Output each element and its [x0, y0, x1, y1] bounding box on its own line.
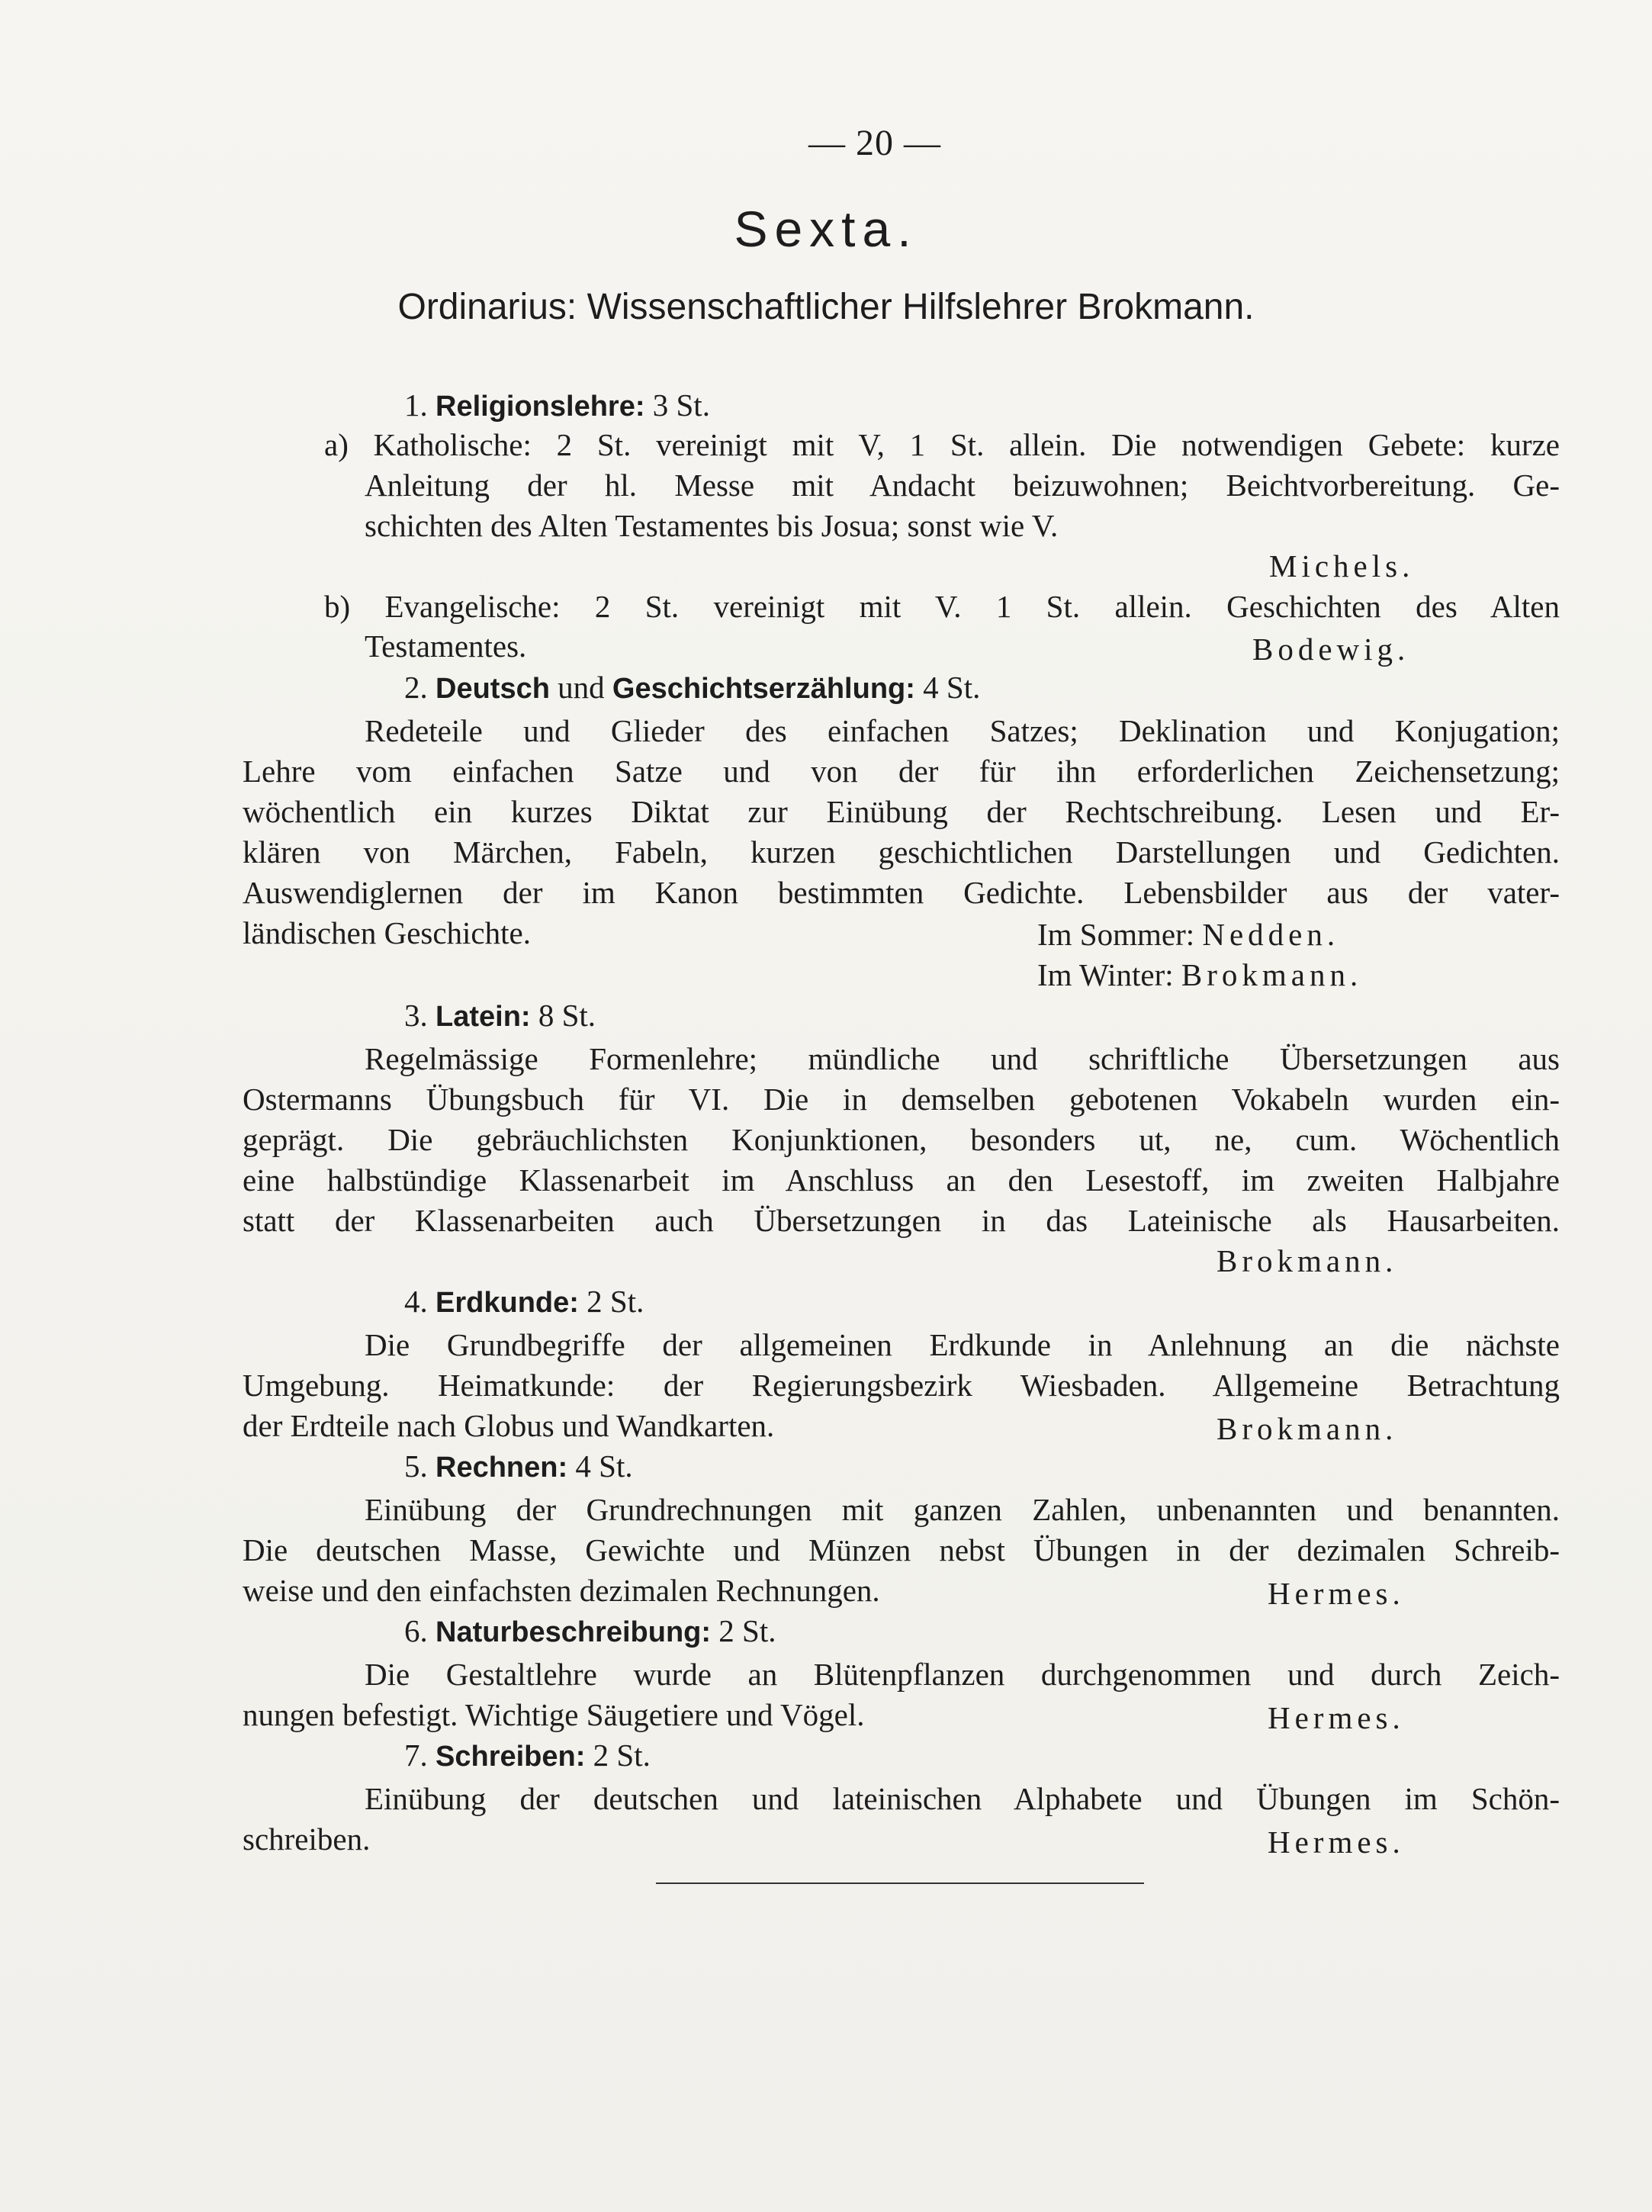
- deutsch-teacher-summer: Im Sommer: Nedden.: [1037, 917, 1340, 952]
- rechnen-line-3: weise und den einfachsten dezimalen Rechnungen.: [243, 1573, 880, 1608]
- deutsch-line-2: Lehre vom einfachen Satze und von der für ihn erforderlichen Zeichensetzung;: [243, 754, 1560, 789]
- deutsch-line-3: wöchentlich ein kurzes Diktat zur Einübung der Rechtschreibung. Lesen und Er-: [243, 794, 1560, 829]
- latein-line-1: Regelmässige Formenlehre; mündliche und schriftliche Übersetzungen aus: [365, 1041, 1560, 1076]
- section-number: 7.: [404, 1738, 428, 1773]
- section-hours: 8 St.: [538, 998, 596, 1033]
- natur-teacher: Hermes.: [1268, 1700, 1405, 1735]
- section-heading-latein: [404, 995, 596, 1035]
- section-hours: 3 St.: [652, 387, 710, 423]
- schreiben-line-1: Einübung der deutschen und lateinischen Alphabete und Übungen im Schön-: [365, 1781, 1560, 1816]
- erdkunde-line-3: der Erdteile nach Globus und Wandkarten.: [243, 1408, 775, 1443]
- section-hours: 2 St.: [587, 1284, 644, 1319]
- section-title: Erdkunde:: [435, 1287, 579, 1319]
- section-title: Deutsch: [435, 673, 550, 705]
- schreiben-teacher: Hermes.: [1268, 1825, 1405, 1860]
- religion-a-line-3: schichten des Alten Testamentes bis Josua; sonst wie V.: [365, 508, 1059, 543]
- schreiben-line-2: schreiben.: [243, 1821, 371, 1857]
- rechnen-teacher: Hermes.: [1268, 1576, 1405, 1611]
- religion-b-teacher: Bodewig.: [1252, 632, 1410, 667]
- section-conjunction: und: [558, 670, 605, 705]
- section-number: 6.: [404, 1613, 428, 1648]
- ordinarius-line: Ordinarius: Wissenschaftlicher Hilfslehrer Brokmann.: [397, 287, 1255, 327]
- section-heading-religion: [404, 385, 710, 425]
- section-title: Naturbeschreibung:: [435, 1616, 712, 1648]
- section-divider: [656, 1882, 1144, 1884]
- latein-line-5: statt der Klassenarbeiten auch Übersetzungen in das Lateinische als Hausarbeiten.: [243, 1203, 1560, 1238]
- section-title: Latein:: [435, 1001, 531, 1033]
- religion-a-line-2: Anleitung der hl. Messe mit Andacht beizuwohnen; Beichtvorbereitung. Ge-: [365, 468, 1560, 503]
- rechnen-line-1: Einübung der Grundrechnungen mit ganzen Zahlen, unbenannten und benannten.: [365, 1492, 1560, 1527]
- section-heading-rechnen: [404, 1446, 633, 1486]
- section-hours: 4 St.: [923, 670, 981, 705]
- section-heading-natur: [404, 1611, 776, 1651]
- section-title: Religionslehre:: [435, 391, 645, 423]
- section-title: Schreiben:: [435, 1741, 586, 1773]
- religion-a-line-1: a) Katholische: 2 St. vereinigt mit V, 1 St. allein. Die notwendigen Gebete: kurze: [324, 427, 1560, 462]
- erdkunde-line-1: Die Grundbegriffe der allgemeinen Erdkunde in Anlehnung an die nächste: [365, 1327, 1560, 1362]
- latein-line-4: eine halbstündige Klassenarbeit im Anschluss an den Lesestoff, im zweiten Halbjahre: [243, 1162, 1560, 1198]
- rechnen-line-2: Die deutschen Masse, Gewichte und Münzen nebst Übungen in der dezimalen Schreib-: [243, 1532, 1560, 1567]
- section-title-2: Geschichtserzählung:: [612, 673, 915, 705]
- erdkunde-teacher: Brokmann.: [1217, 1411, 1398, 1446]
- page-number: — 20 —: [808, 123, 941, 163]
- section-number: 5.: [404, 1448, 428, 1484]
- latein-line-3: geprägt. Die gebräuchlichsten Konjunktionen, besonders ut, ne, cum. Wöchentlich: [243, 1122, 1560, 1157]
- deutsch-line-1: Redeteile und Glieder des einfachen Satzes; Deklination und Konjugation;: [365, 713, 1560, 748]
- section-heading-deutsch: [404, 667, 980, 707]
- latein-line-2: Ostermanns Übungsbuch für VI. Die in demselben gebotenen Vokabeln wurden ein-: [243, 1082, 1560, 1117]
- natur-line-2: nungen befestigt. Wichtige Säugetiere und Vögel.: [243, 1697, 865, 1732]
- section-hours: 4 St.: [575, 1448, 633, 1484]
- deutsch-teacher-winter: Im Winter: Brokmann.: [1037, 957, 1363, 992]
- section-heading-schreiben: [404, 1735, 651, 1775]
- section-number: 1.: [404, 387, 428, 423]
- latein-teacher: Brokmann.: [1217, 1243, 1398, 1278]
- erdkunde-line-2: Umgebung. Heimatkunde: der Regierungsbezirk Wiesbaden. Allgemeine Betrachtung: [243, 1368, 1560, 1403]
- section-heading-erdkunde: [404, 1281, 644, 1321]
- deutsch-line-4: klären von Märchen, Fabeln, kurzen geschichtlichen Darstellungen und Gedichten.: [243, 834, 1560, 870]
- section-hours: 2 St.: [718, 1613, 776, 1648]
- section-hours: 2 St.: [593, 1738, 651, 1773]
- section-number: 3.: [404, 998, 428, 1033]
- religion-a-teacher: Michels.: [1269, 548, 1415, 584]
- page-title: Sexta.: [734, 201, 918, 257]
- natur-line-1: Die Gestaltlehre wurde an Blütenpflanzen durchgenommen und durch Zeich-: [365, 1657, 1560, 1692]
- religion-b-line-1: b) Evangelische: 2 St. vereinigt mit V. 1 St. allein. Geschichten des Alten: [324, 589, 1560, 624]
- religion-b-line-2: Testamentes.: [365, 629, 527, 664]
- deutsch-line-5: Auswendiglernen der im Kanon bestimmten Gedichte. Lebensbilder aus der vater-: [243, 875, 1560, 910]
- section-title: Rechnen:: [435, 1452, 568, 1484]
- section-number: 4.: [404, 1284, 428, 1319]
- section-number: 2.: [404, 670, 428, 705]
- deutsch-line-6: ländischen Geschichte.: [243, 915, 531, 950]
